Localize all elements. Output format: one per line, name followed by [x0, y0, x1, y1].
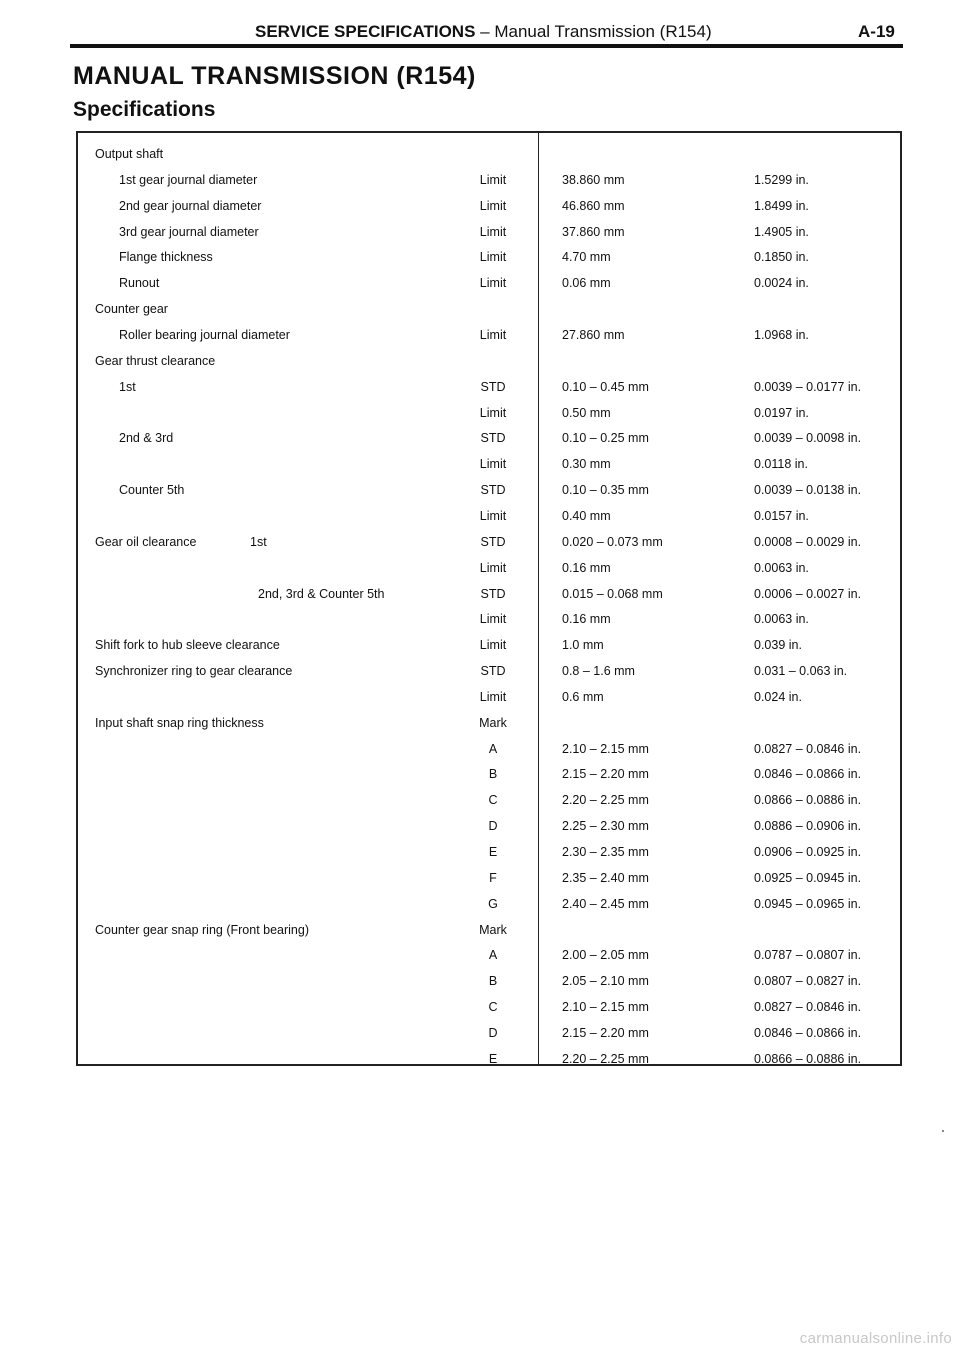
- spec-value-metric: 0.10 – 0.35 mm: [562, 483, 649, 498]
- table-row: [78, 585, 900, 611]
- table-row: [78, 274, 900, 300]
- spec-value-metric: 2.40 – 2.45 mm: [562, 896, 649, 911]
- header-rule: [70, 44, 903, 48]
- spec-value-metric: 2.30 – 2.35 mm: [562, 845, 649, 859]
- spec-value-inch: 0.0118 in.: [754, 457, 808, 472]
- table-row: [78, 404, 900, 430]
- spec-type: STD: [480, 534, 506, 549]
- table-row: [78, 300, 900, 326]
- spec-type: STD: [480, 483, 506, 498]
- spec-value-inch: 0.0925 – 0.0945 in.: [754, 870, 862, 885]
- spec-type: Limit: [479, 276, 507, 291]
- spec-value-metric: 0.015 – 0.068 mm: [562, 586, 663, 601]
- spec-value-metric: 0.50 mm: [562, 405, 611, 420]
- spec-type: Limit: [479, 457, 507, 472]
- table-row: [78, 998, 900, 1024]
- spec-value-metric: 0.10 – 0.25 mm: [562, 431, 649, 446]
- spec-value-inch: 0.0906 – 0.0925 in.: [754, 845, 862, 859]
- table-row: [78, 1050, 900, 1076]
- spec-value-metric: 0.30 mm: [562, 457, 611, 472]
- spec-value-metric: 2.10 – 2.15 mm: [562, 1000, 649, 1015]
- table-row: [78, 869, 900, 895]
- spec-value-inch: 0.0846 – 0.0866 in.: [754, 767, 862, 782]
- spec-value-inch: 1.0968 in.: [754, 328, 809, 342]
- table-row: [78, 533, 900, 559]
- spec-type: A: [488, 741, 498, 756]
- table-row: [78, 429, 900, 455]
- spec-value-inch: 0.0006 – 0.0027 in.: [754, 586, 862, 601]
- table-row: [78, 610, 900, 636]
- spec-item-label: Runout: [119, 276, 160, 291]
- spec-value-metric: 4.70 mm: [562, 250, 611, 265]
- spec-type: B: [488, 974, 498, 989]
- spec-item-label: 3rd gear journal diameter: [119, 224, 259, 239]
- spec-value-metric: 2.25 – 2.30 mm: [562, 819, 649, 834]
- spec-value-metric: 2.00 – 2.05 mm: [562, 948, 649, 963]
- table-row: [78, 688, 900, 714]
- spec-value-metric: 0.10 – 0.45 mm: [562, 379, 649, 394]
- spec-value-inch: 1.5299 in.: [754, 172, 809, 187]
- table-row: [78, 1024, 900, 1050]
- spec-value-inch: 0.0866 – 0.0886 in.: [754, 793, 862, 808]
- header-title-rest: – Manual Transmission (R154): [475, 22, 712, 41]
- spec-sub-label: 2nd, 3rd & Counter 5th: [258, 586, 385, 601]
- spec-value-metric: 1.0 mm: [562, 638, 604, 653]
- table-row: [78, 352, 900, 378]
- table-row: [78, 171, 900, 197]
- spec-value-inch: 0.0039 – 0.0177 in.: [754, 379, 862, 394]
- spec-item-label: Counter gear: [95, 302, 168, 317]
- scan-speck: [942, 1130, 944, 1132]
- section-title: Specifications: [73, 98, 216, 121]
- spec-value-inch: 0.0063 in.: [754, 612, 809, 627]
- spec-type: Limit: [479, 224, 507, 239]
- spec-value-inch: 0.024 in.: [754, 689, 802, 704]
- spec-type: D: [488, 819, 498, 834]
- table-row: [78, 895, 900, 921]
- table-row: [78, 507, 900, 533]
- spec-value-metric: 2.20 – 2.25 mm: [562, 793, 649, 808]
- spec-sub-label: 1st: [250, 534, 267, 549]
- spec-type: Limit: [479, 250, 507, 265]
- spec-item-label: 2nd gear journal diameter: [119, 198, 262, 213]
- table-row: [78, 326, 900, 352]
- spec-value-metric: 2.20 – 2.25 mm: [562, 1051, 649, 1066]
- spec-value-metric: 46.860 mm: [562, 198, 625, 213]
- spec-value-metric: 37.860 mm: [562, 224, 625, 239]
- spec-type: Mark: [479, 922, 507, 937]
- table-row: [78, 740, 900, 766]
- spec-value-inch: 0.0886 – 0.0906 in.: [754, 819, 862, 834]
- watermark: carmanualsonline.info: [799, 1330, 952, 1347]
- spec-value-inch: 0.0945 – 0.0965 in.: [754, 896, 862, 911]
- spec-value-inch: 0.039 in.: [754, 638, 802, 653]
- spec-type: C: [488, 1000, 498, 1015]
- spec-type: E: [488, 1051, 498, 1066]
- table-row: [78, 636, 900, 662]
- spec-type: C: [488, 793, 498, 808]
- table-row: [78, 765, 900, 791]
- spec-table: [76, 131, 902, 1066]
- spec-item-label: Flange thickness: [119, 250, 213, 265]
- spec-type: F: [489, 870, 497, 885]
- table-row: [78, 197, 900, 223]
- spec-value-metric: 2.10 – 2.15 mm: [562, 741, 649, 756]
- spec-value-metric: 38.860 mm: [562, 172, 625, 187]
- spec-value-inch: 0.0039 – 0.0098 in.: [754, 431, 862, 446]
- spec-value-inch: 0.0157 in.: [754, 508, 809, 523]
- spec-type: Limit: [479, 328, 507, 342]
- spec-item-label: Roller bearing journal diameter: [119, 328, 290, 342]
- table-row: [78, 481, 900, 507]
- spec-value-inch: 0.031 – 0.063 in.: [754, 664, 848, 678]
- spec-type: G: [488, 896, 498, 911]
- table-row: [78, 378, 900, 404]
- table-row: [78, 455, 900, 481]
- spec-type: Limit: [479, 405, 507, 420]
- spec-type: E: [488, 845, 498, 859]
- spec-item-label: 2nd & 3rd: [119, 431, 174, 446]
- spec-type: Limit: [479, 198, 507, 213]
- running-header: [255, 22, 712, 42]
- spec-item-label: Gear thrust clearance: [95, 353, 216, 368]
- spec-item-label: 1st gear journal diameter: [119, 172, 258, 187]
- spec-value-metric: 0.40 mm: [562, 508, 611, 523]
- spec-value-inch: 0.0827 – 0.0846 in.: [754, 741, 862, 756]
- spec-value-inch: 0.0063 in.: [754, 560, 809, 575]
- table-row: [78, 921, 900, 947]
- header-title-bold: SERVICE SPECIFICATIONS: [255, 22, 476, 41]
- spec-value-metric: 0.020 – 0.073 mm: [562, 534, 663, 549]
- spec-item-label: Output shaft: [95, 147, 164, 161]
- page-number: A-19: [858, 22, 895, 41]
- spec-value-metric: 0.06 mm: [562, 276, 611, 291]
- spec-value-metric: 27.860 mm: [562, 328, 625, 342]
- spec-value-inch: 0.0807 – 0.0827 in.: [754, 974, 862, 989]
- spec-value-metric: 0.6 mm: [562, 689, 604, 704]
- spec-type: Limit: [479, 612, 507, 627]
- spec-type: STD: [480, 431, 506, 446]
- table-row: [78, 662, 900, 688]
- spec-value-metric: 2.15 – 2.20 mm: [562, 1025, 649, 1040]
- spec-value-metric: 2.15 – 2.20 mm: [562, 767, 649, 782]
- spec-value-inch: 0.0827 – 0.0846 in.: [754, 1000, 862, 1015]
- table-row: [78, 559, 900, 585]
- spec-value-inch: 0.0846 – 0.0866 in.: [754, 1025, 862, 1040]
- spec-type: B: [488, 767, 498, 782]
- spec-type: STD: [480, 379, 506, 394]
- table-row: [78, 972, 900, 998]
- table-row: [78, 714, 900, 740]
- spec-type: STD: [480, 664, 506, 678]
- spec-type: A: [488, 948, 498, 963]
- spec-value-metric: 0.16 mm: [562, 612, 611, 627]
- spec-value-inch: 0.0866 – 0.0886 in.: [754, 1051, 862, 1066]
- spec-type: STD: [480, 586, 506, 601]
- spec-value-inch: 0.0787 – 0.0807 in.: [754, 948, 862, 963]
- spec-value-inch: 0.0008 – 0.0029 in.: [754, 534, 862, 549]
- spec-item-label: Synchronizer ring to gear clearance: [95, 664, 293, 678]
- spec-value-inch: 1.8499 in.: [754, 198, 809, 213]
- spec-item-label: Counter gear snap ring (Front bearing): [95, 922, 310, 937]
- table-row: [78, 248, 900, 274]
- spec-value-metric: 0.16 mm: [562, 560, 611, 575]
- spec-type: Limit: [479, 560, 507, 575]
- table-row: [78, 843, 900, 869]
- spec-type: Limit: [479, 638, 507, 653]
- spec-value-inch: 0.1850 in.: [754, 250, 809, 265]
- spec-value-metric: 2.35 – 2.40 mm: [562, 870, 649, 885]
- spec-item-label: Input shaft snap ring thickness: [95, 715, 264, 730]
- spec-item-label: Counter 5th: [119, 483, 185, 498]
- spec-value-inch: 0.0197 in.: [754, 405, 809, 420]
- table-row: [78, 817, 900, 843]
- spec-item-label: 1st: [119, 379, 136, 394]
- spec-value-metric: 0.8 – 1.6 mm: [562, 664, 635, 678]
- spec-value-inch: 0.0039 – 0.0138 in.: [754, 483, 862, 498]
- table-row: [78, 791, 900, 817]
- table-row: [78, 946, 900, 972]
- spec-item-label: Shift fork to hub sleeve clearance: [95, 638, 280, 653]
- spec-value-inch: 0.0024 in.: [754, 276, 809, 291]
- page-title: MANUAL TRANSMISSION (R154): [73, 62, 476, 90]
- spec-value-inch: 1.4905 in.: [754, 224, 809, 239]
- spec-type: Limit: [479, 689, 507, 704]
- table-row: [78, 145, 900, 171]
- spec-type: Limit: [479, 172, 507, 187]
- spec-type: Limit: [479, 508, 507, 523]
- spec-item-label: Gear oil clearance: [95, 534, 197, 549]
- spec-value-metric: 2.05 – 2.10 mm: [562, 974, 649, 989]
- table-row: [78, 223, 900, 249]
- spec-type: Mark: [479, 715, 507, 730]
- spec-type: D: [488, 1025, 498, 1040]
